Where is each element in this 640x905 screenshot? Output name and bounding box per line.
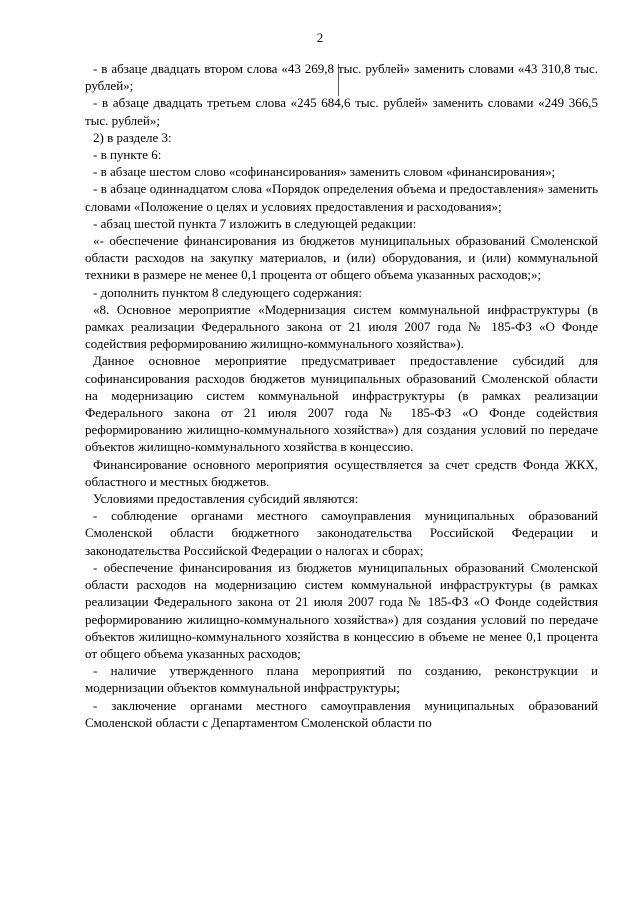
paragraph: - дополнить пунктом 8 следующего содержания: xyxy=(93,284,363,300)
paragraph: «8. Основное мероприятие «Модернизация систем коммунальной инфраструктуры (в рамках реализации Федерального закона от 21 июля 2007 года № 185-ФЗ «О Фонде содействия реформированию жилищно-коммунального хозяйства»). xyxy=(85,301,598,352)
paragraph: - наличие утвержденного плана мероприятий по созданию, реконструкции и модернизации объектов коммунальной инфраструктуры; xyxy=(85,663,598,696)
document-body xyxy=(85,60,598,731)
paragraph: - обеспечение финансирования из бюджетов муниципальных образований Смоленской области расходов на модернизацию систем коммунальной инфраструктуры (в рамках реализации Федерального закона от 21 июля 2007 года № 185-ФЗ «О Фонде содействия реформированию жилищно-коммунального хозяйства») для создания условий по передаче объектов жилищно-коммунального хозяйства в концессию в объеме не менее 0,1 процента от общего объема указанных расходов; xyxy=(85,559,598,661)
paragraph: - в абзаце одиннадцатом слова «Порядок определения объема и предоставления» заменить словами «Положение о целях и условиях предоставления и расходования»; xyxy=(85,181,598,214)
paragraph: - в абзаце двадцать втором слова «43 269,8 тыс. рублей» заменить словами «43 310,8 тыс. рублей»; xyxy=(85,61,598,94)
paragraph: 2) в разделе 3: xyxy=(93,129,172,145)
paragraph: Условиями предоставления субсидий являются: xyxy=(93,491,359,507)
paragraph: Данное основное мероприятие предусматривает предоставление субсидий для софинансирования расходов бюджетов муниципальных образований Смоленской области на модернизацию систем коммунальной инфраструктуры (в рамках реализации Федерального закона от 21 июля 2007 года № 185-ФЗ «О Фонде содействия реформированию жилищно-коммунального хозяйства») для создания условий по передаче объектов жилищно-коммунального хозяйства в концессию. xyxy=(85,353,598,455)
paragraph: Финансирование основного мероприятия осуществляется за счет средств Фонда ЖКХ, областного и местных бюджетов. xyxy=(85,456,598,489)
paragraph: - заключение органами местного самоуправления муниципальных образований Смоленской области с Департаментом Смоленской области по xyxy=(85,697,598,730)
paragraph: - соблюдение органами местного самоуправления муниципальных образований Смоленской области бюджетного законодательства Российской Федерации и законодательства Российской Федерации о налогах и сборах; xyxy=(85,508,598,558)
paragraph: - в абзаце двадцать третьем слова «245 684,6 тыс. рублей» заменить словами «249 366,5 тыс. рублей»; xyxy=(85,95,598,128)
paragraph: «- обеспечение финансирования из бюджетов муниципальных образований Смоленской области расходов на закупку материалов, и (или) оборудования, и (или) коммунальной техники в размере не менее 0,1 процента от общего объема указанных расходов;»; xyxy=(85,233,598,283)
paragraph: - в абзаце шестом слово «софинансирования» заменить словом «финансирования»; xyxy=(93,164,556,180)
page-number: 2 xyxy=(316,30,324,45)
paragraph: - в пункте 6: xyxy=(93,147,162,163)
paragraph: - абзац шестой пункта 7 изложить в следующей редакции: xyxy=(93,215,417,231)
